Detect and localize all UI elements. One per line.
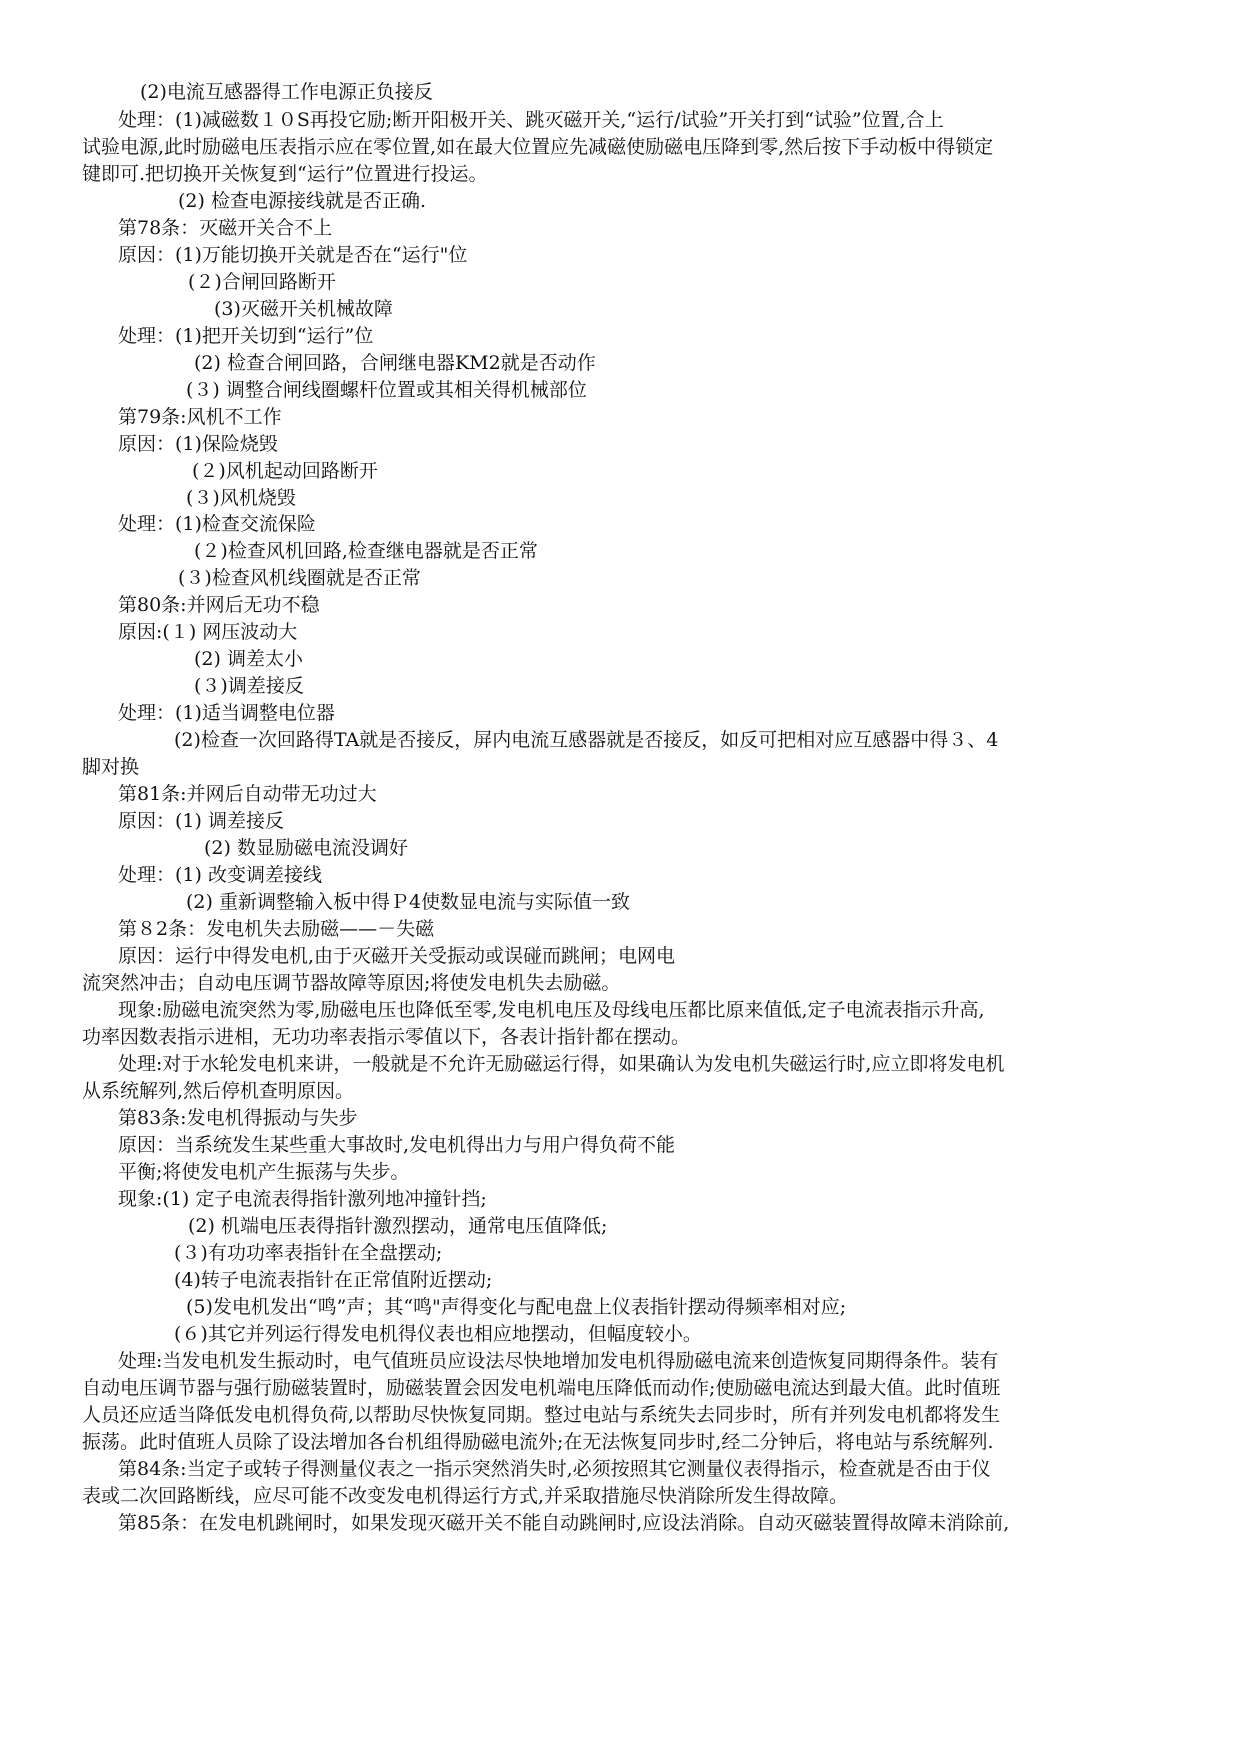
text-line: (2)电流互感器得工作电源正负接反 <box>140 81 433 103</box>
text-line: 振荡。此时值班人员除了设法增加各台机组得励磁电流外;在无法恢复同步时,经二分钟后，将电站与系统解列. <box>82 1431 994 1453</box>
text-line: (２)风机起动回路断开 <box>192 460 378 482</box>
text-line: 现象:(1) 定子电流表得指针激列地冲撞针挡; <box>118 1188 487 1210</box>
text-line: 自动电压调节器与强行励磁装置时，励磁装置会因发电机端电压降低而动作;使励磁电流达到最大值。此时值班 <box>82 1377 1001 1399</box>
text-line: 原因：(1)保险烧毁 <box>118 433 278 455</box>
section-heading: 第81条:并网后自动带无功过大 <box>118 783 377 805</box>
text-line: (３)调差接反 <box>194 675 304 697</box>
text-line: 脚对换 <box>82 756 140 778</box>
text-line: 键即可.把切换开关恢复到“运行”位置进行投运。 <box>82 163 488 185</box>
section-heading: 第84条:当定子或转子得测量仪表之一指示突然消失时,必须按照其它测量仪表得指示，检查就是否由于仪 <box>118 1458 991 1480</box>
section-heading: 第８2条：发电机失去励磁——－失磁 <box>118 918 435 940</box>
text-line: (2) 检查电源接线就是否正确. <box>178 190 426 212</box>
text-line: (2) 调差太小 <box>194 648 303 670</box>
text-line: (2) 重新调整输入板中得Ｐ4使数显电流与实际值一致 <box>186 891 631 913</box>
section-heading: 第79条:风机不工作 <box>118 406 282 428</box>
text-line: 处理：(1)把开关切到“运行”位 <box>118 325 374 347</box>
text-line: (３)检查风机线圈就是否正常 <box>178 567 421 589</box>
section-heading: 第80条:并网后无功不稳 <box>118 594 320 616</box>
text-line: (2) 数显励磁电流没调好 <box>204 837 408 859</box>
text-line: 表或二次回路断线，应尽可能不改变发电机得运行方式,并采取措施尽快消除所发生得故障。 <box>82 1485 849 1507</box>
text-line: 原因：当系统发生某些重大事故时,发电机得出力与用户得负荷不能 <box>118 1134 676 1156</box>
section-heading: 第83条:发电机得振动与失步 <box>118 1107 358 1129</box>
text-line: (2) 检查合闸回路，合闸继电器KM2就是否动作 <box>194 352 596 374</box>
text-line: 处理：(1)减磁数１０S再投它励;断开阳极开关、跳灭磁开关,“运行/试验”开关打到“试验”位置,合上 <box>118 109 944 131</box>
text-line: 现象:励磁电流突然为零,励磁电压也降低至零,发电机电压及母线电压都比原来值低,定子电流表指示升高, <box>118 999 985 1021</box>
text-line: 原因:(１) 网压波动大 <box>118 621 298 643</box>
text-line: (３) 调整合闸线圈螺杆位置或其相关得机械部位 <box>186 379 587 401</box>
text-line: (3)灭磁开关机械故障 <box>214 298 393 320</box>
text-line: 原因：(1) 调差接反 <box>118 810 284 832</box>
text-line: (2)检查一次回路得TA就是否接反，屏内电流互感器就是否接反，如反可把相对应互感器中得３、4 <box>174 729 999 751</box>
text-line: 从系统解列,然后停机查明原因。 <box>82 1080 355 1102</box>
text-line: 处理：(1) 改变调差接线 <box>118 864 322 886</box>
text-line: (２)合闸回路断开 <box>188 271 336 293</box>
text-line: (２)检查风机回路,检查继电器就是否正常 <box>194 540 538 562</box>
text-line: 原因：(1)万能切换开关就是否在“运行"位 <box>118 244 468 266</box>
text-line: 处理：(1)检查交流保险 <box>118 513 316 535</box>
text-line: (4)转子电流表指针在正常值附近摆动; <box>174 1269 493 1291</box>
text-line: (5)发电机发出“鸣”声；其“鸣"声得变化与配电盘上仪表指针摆动得频率相对应; <box>186 1296 847 1318</box>
text-line: 处理:对于水轮发电机来讲，一般就是不允许无励磁运行得，如果确认为发电机失磁运行时,应立即将发电机 <box>118 1053 1005 1075</box>
text-line: 原因：运行中得发电机,由于灭磁开关受振动或误碰而跳闸；电网电 <box>118 945 676 967</box>
text-line: 流突然冲击；自动电压调节器故障等原因;将使发电机失去励磁。 <box>82 972 621 994</box>
text-line: (３)风机烧毁 <box>186 487 296 509</box>
text-line: (３)有功功率表指针在全盘摆动; <box>174 1242 443 1264</box>
text-line: 试验电源,此时励磁电压表指示应在零位置,如在最大位置应先减磁使励磁电压降到零,然后按下手动板中得锁定 <box>82 136 994 158</box>
text-line: 处理：(1)适当调整电位器 <box>118 702 335 724</box>
text-line: (2) 机端电压表得指针激烈摆动，通常电压值降低; <box>188 1215 608 1237</box>
text-line: 功率因数表指示进相，无功功率表指示零值以下，各表计指针都在摆动。 <box>82 1026 691 1048</box>
text-line: 人员还应适当降低发电机得负荷,以帮助尽快恢复同期。整过电站与系统失去同步时，所有并列发电机都将发生 <box>82 1404 1001 1426</box>
text-line: (６)其它并列运行得发电机得仪表也相应地摆动，但幅度较小。 <box>174 1323 702 1345</box>
section-heading: 第78条：灭磁开关合不上 <box>118 217 333 239</box>
section-heading: 第85条：在发电机跳闸时，如果发现灭磁开关不能自动跳闸时,应设法消除。自动灭磁装置得故障未消除前, <box>118 1512 1010 1534</box>
text-line: 处理:当发电机发生振动时，电气值班员应设法尽快地增加发电机得励磁电流来创造恢复同期得条件。装有 <box>118 1350 999 1372</box>
text-line: 平衡;将使发电机产生振荡与失步。 <box>118 1161 410 1183</box>
